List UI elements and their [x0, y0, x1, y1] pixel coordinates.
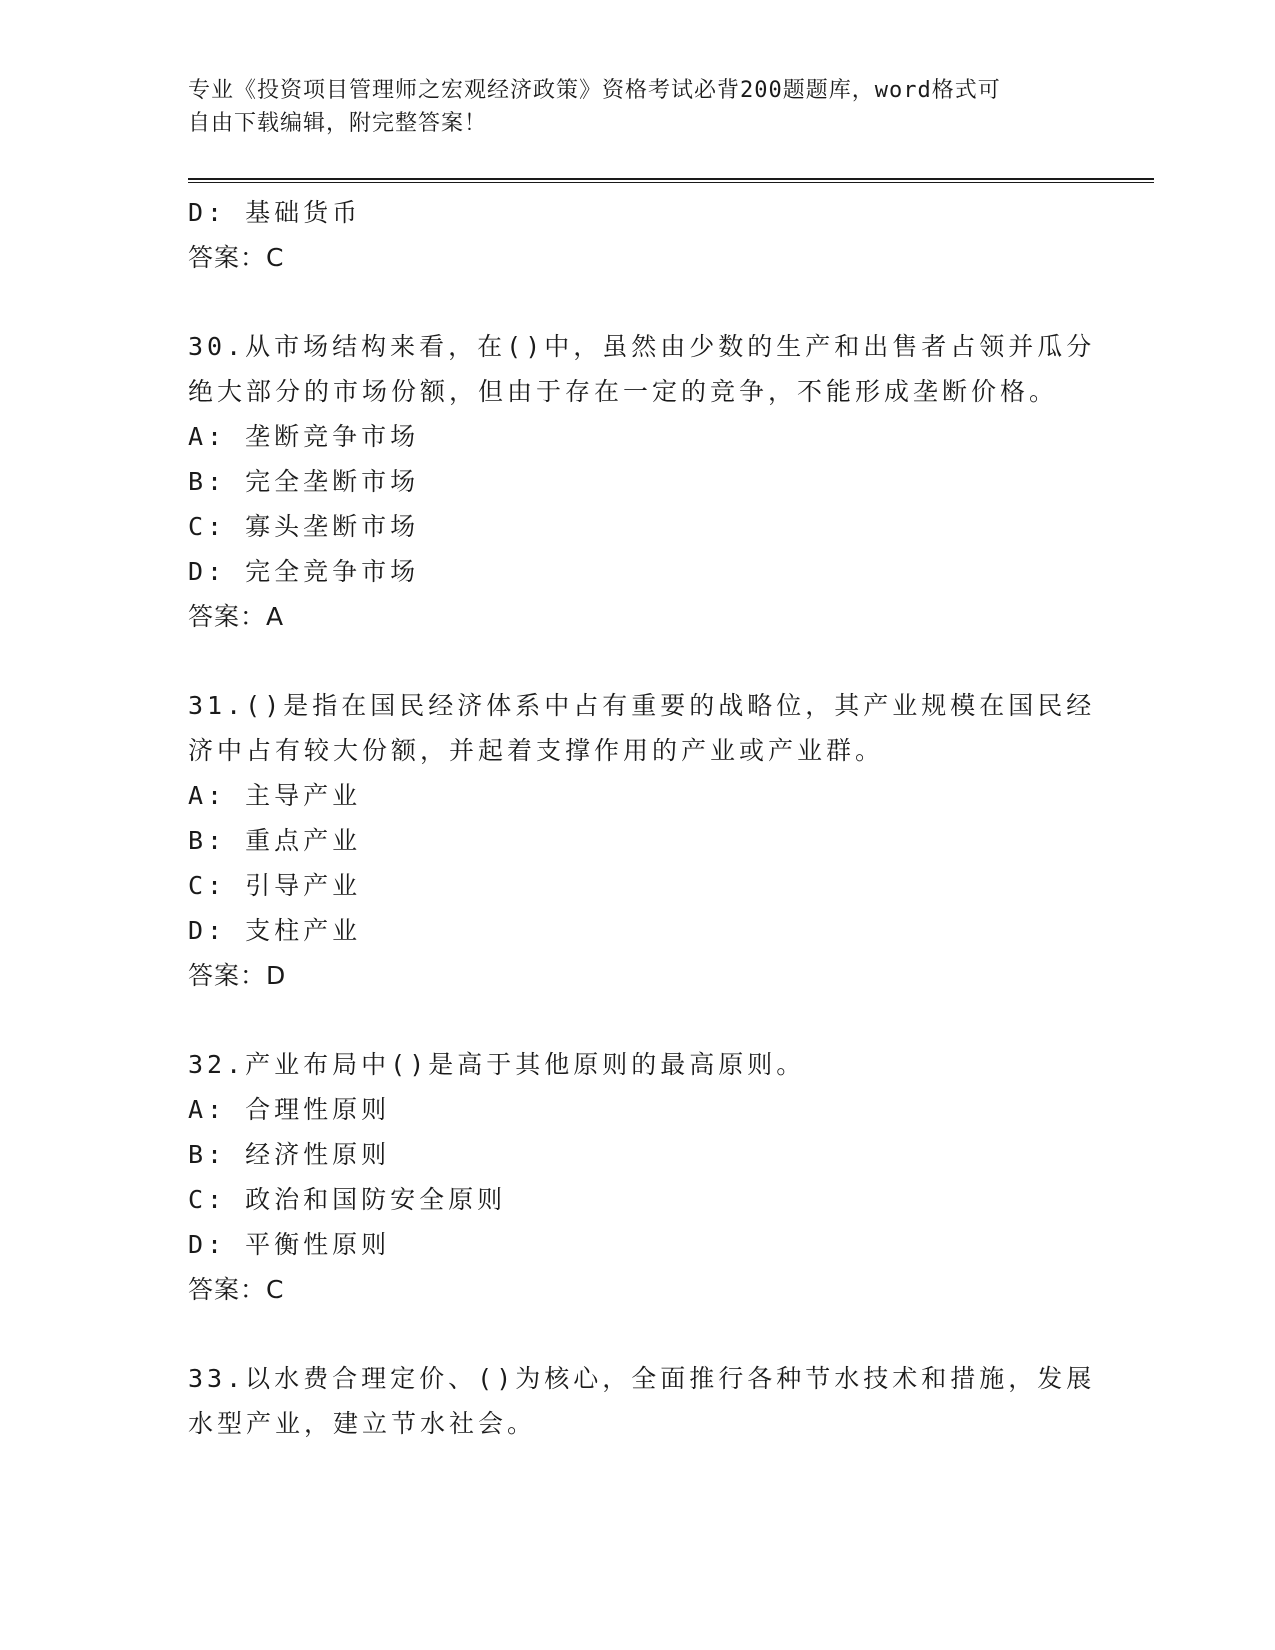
- question-33: [188, 1356, 1096, 1446]
- option-c: C: 寡头垄断市场: [188, 512, 420, 541]
- question-text: 水型产业，建立节水社会。: [188, 1409, 537, 1438]
- option-d: D: 平衡性原则: [188, 1230, 391, 1259]
- option-b: B: 重点产业: [188, 826, 362, 855]
- question-32: [188, 1042, 1088, 1313]
- question-31: [188, 683, 1096, 999]
- header-title-line-2: 自由下载编辑，附完整答案！: [188, 111, 488, 136]
- question-text: 31.()是指在国民经济体系中占有重要的战略位，其产业规模在国民经: [188, 691, 1096, 720]
- answer: 答案：C: [188, 243, 285, 272]
- question-text: 济中占有较大份额，并起着支撑作用的产业或产业群。: [188, 736, 885, 765]
- question-text: 30.从市场结构来看，在()中，虽然由少数的生产和出售者占领并瓜分: [188, 332, 1096, 361]
- answer: 答案：C: [188, 1275, 285, 1304]
- option-a: A: 垄断竞争市场: [188, 422, 420, 451]
- question-list: [188, 190, 1096, 1446]
- option-c: C: 引导产业: [188, 871, 362, 900]
- question-text: 32.产业布局中()是高于其他原则的最高原则。: [188, 1050, 806, 1079]
- question-30: [188, 324, 1096, 640]
- answer: 答案：A: [188, 602, 285, 631]
- option-b: B: 完全垄断市场: [188, 467, 420, 496]
- answer: 答案：D: [188, 961, 287, 990]
- option-d: D: 支柱产业: [188, 916, 362, 945]
- option-a: A: 主导产业: [188, 781, 362, 810]
- header-title-line-1: 专业《投资项目管理师之宏观经济政策》资格考试必背200题题库，word格式可: [188, 78, 1001, 103]
- option-d: D: 基础货币: [188, 198, 362, 227]
- header-divider: [188, 178, 1154, 183]
- option-d: D: 完全竞争市场: [188, 557, 420, 586]
- option-b: B: 经济性原则: [188, 1140, 391, 1169]
- question-text: 33.以水费合理定价、()为核心，全面推行各种节水技术和措施，发展: [188, 1364, 1096, 1393]
- page-header: [188, 74, 1068, 140]
- option-a: A: 合理性原则: [188, 1095, 391, 1124]
- option-c: C: 政治和国防安全原则: [188, 1185, 507, 1214]
- question-text: 绝大部分的市场份额，但由于存在一定的竞争，不能形成垄断价格。: [188, 377, 1059, 406]
